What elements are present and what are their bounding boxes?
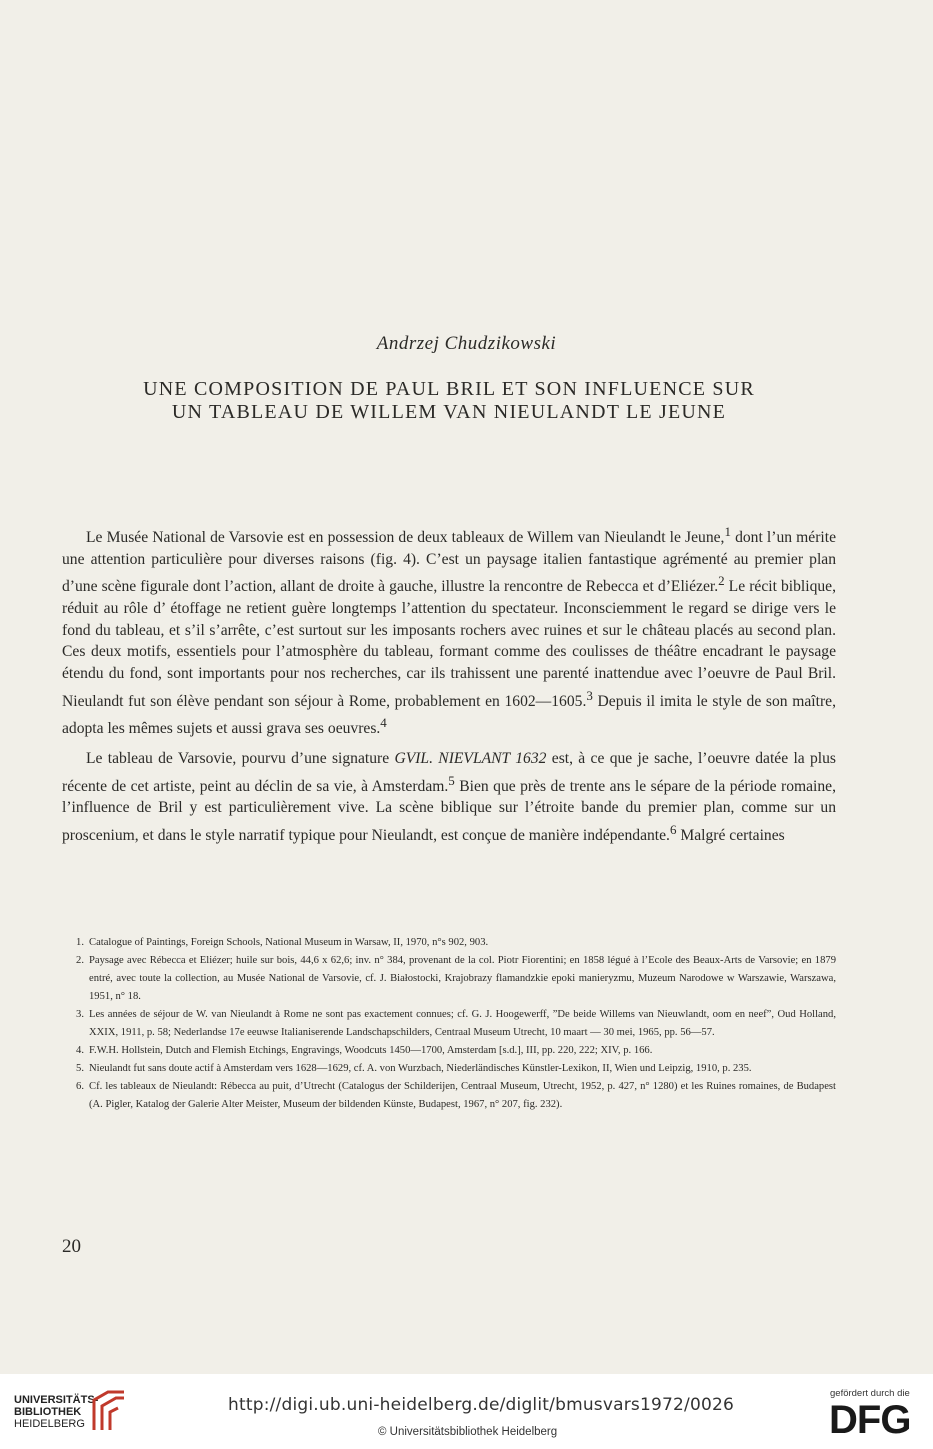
painting-signature: GVIL. NIEVLANT 1632 bbox=[394, 750, 547, 768]
library-name-line-1: UNIVERSITÄTS- bbox=[14, 1394, 99, 1406]
library-name-line-3: HEIDELBERG bbox=[14, 1418, 85, 1430]
footnote-number: 3. bbox=[76, 1009, 84, 1020]
footnote-ref: 3 bbox=[586, 687, 593, 703]
footnote-number: 4. bbox=[76, 1045, 84, 1056]
footnote-ref: 5 bbox=[448, 772, 455, 788]
paragraph-text: Le Musée National de Varsovie est en possession de deux tableaux de Willem van Nieulandt le Jeune, bbox=[86, 529, 725, 547]
page-number: 20 bbox=[62, 1236, 81, 1257]
footnote bbox=[62, 934, 836, 952]
paragraph-text: est, à ce que je sache, l’oeuvre datée la plus récente de cet artiste, peint au déclin de sa vie, à Amsterdam. bbox=[62, 750, 837, 795]
permalink-url[interactable]: http://digi.ub.uni-heidelberg.de/diglit/bmusvars1972/0026 bbox=[228, 1395, 735, 1415]
article-title-line-1: UNE COMPOSITION DE PAUL BRIL ET SON INFLUENCE SUR bbox=[143, 378, 755, 400]
footnote-text: Cf. les tableaux de Nieulandt: Rébecca au puit, d’Utrecht (Catalogus der Schilderijen, Centraal Museum, Utrecht, 1952, p. 427, n° 1280) et les Ruines romaines, de Budapest (A. Pigler, Katalog der Galerie Alter Meister, Museum der bildenden Künste, Budapest, 1967, n° 207, fig. 232). bbox=[89, 1081, 836, 1110]
footnote bbox=[62, 1060, 836, 1078]
footnote-text: Nieulandt fut sans doute actif à Amsterdam vers 1628—1629, cf. A. von Wurzbach, Niederländisches Künstler-Lexikon, II, Wien und Leipzig, 1910, p. 235. bbox=[89, 1063, 752, 1074]
footnote bbox=[62, 1006, 836, 1042]
footnote bbox=[62, 952, 836, 1006]
article-author: Andrzej Chudzikowski bbox=[376, 333, 557, 354]
paragraph-text: Le récit biblique, réduit au rôle d’ étoffage ne retient guère longtemps l’attention du spectateur. Inconsciemment le regard se dirige vers le fond du tableau, et s’il s’arrête, c’est surtout sur les imposants rochers avec ruines et sur le château placés au second plan. Ces deux motifs, essentiels pour l’atmosphère du tableau, formant comme des coulisses de théâtre encadrant le paysage étendu du fond, sont importants pour nos recherches, car ils trahissent une parenté inattendue avec l’oeuvre de Paul Bril. Nieulandt fut son élève pendant son séjour à Rome, probablement en 1602—1605. bbox=[62, 578, 836, 710]
body-paragraph-2 bbox=[62, 748, 836, 847]
footnote-text: Catalogue of Paintings, Foreign Schools, National Museum in Warsaw, II, 1970, n°s 902, 903. bbox=[89, 937, 489, 948]
footnote-ref: 6 bbox=[669, 822, 677, 838]
funding-caption: gefördert durch die bbox=[830, 1388, 910, 1399]
article-body bbox=[62, 521, 836, 847]
body-paragraph-1 bbox=[62, 521, 836, 740]
footnote bbox=[62, 1078, 836, 1114]
article-title-line-2: UN TABLEAU DE WILLEM VAN NIEULANDT LE JEUNE bbox=[171, 401, 727, 423]
viewer-footer bbox=[0, 1374, 933, 1449]
footnote-text: Les années de séjour de W. van Nieulandt à Rome ne sont pas exactement connues; cf. G. J. Hoogewerff, ”De beide Willems van Nieuwlandt, oom en neef”, Oud Holland, XXIX, 1911, p. 58; Nederlandse 17e eeuwse Italianiserende Landschapschilders, Centraal Museum Utrecht, 10 maart — 30 mei, 1965, pp. 56—57. bbox=[89, 1009, 836, 1038]
paragraph-text: Depuis il imita le style de son maître, adopta les mêmes sujets et aussi grava ses oeuvres. bbox=[62, 692, 836, 738]
footnote-number: 1. bbox=[76, 937, 84, 948]
footnote-number: 6. bbox=[76, 1081, 84, 1092]
footnote-text: F.W.H. Hollstein, Dutch and Flemish Etchings, Engravings, Woodcuts 1450—1700, Amsterdam [s.d.], III, pp. 220, 222; XIV, p. 166. bbox=[89, 1045, 653, 1056]
footnote-ref: 1 bbox=[724, 524, 731, 539]
footnote-number: 2. bbox=[76, 955, 84, 966]
footnote bbox=[62, 1042, 836, 1060]
footnote-text: Paysage avec Rébecca et Eliézer; huile sur bois, 44,6 x 62,6; inv. n° 384, provenant de la col. Piotr Fiorentini; en 1858 légué à l’Ecole des Beaux-Arts de Varsovie; en 1879 entré, avec toute la collection, au Musée National de Varsovie, cf. J. Białostocki, Krajobrazy flamandzkie epoki manieryzmu, Muzeum Narodowe w Warszawie, Warszawa, 1951, n° 18. bbox=[89, 955, 836, 1002]
paragraph-text: Le tableau de Varsovie, pourvu d’une signature bbox=[86, 750, 395, 768]
footnote-ref: 4 bbox=[380, 715, 387, 731]
footnotes bbox=[62, 934, 836, 1114]
library-name-line-2: BIBLIOTHEK bbox=[14, 1406, 82, 1418]
copyright-notice: © Universitätsbibliothek Heidelberg bbox=[378, 1426, 558, 1438]
library-name[interactable] bbox=[14, 1394, 98, 1430]
footnote-number: 5. bbox=[76, 1063, 84, 1074]
article-title bbox=[62, 378, 836, 424]
dfg-logo[interactable]: DFG bbox=[829, 1398, 911, 1442]
paragraph-text: Malgré certaines bbox=[676, 827, 785, 845]
footnote-ref: 2 bbox=[718, 573, 725, 589]
paragraph-text: Bien que près de trente ans le sépare de la période romaine, l’influence de Bril y est particulièrement vive. La scène biblique sur l’étroite bande du premier plan, comme sur un proscenium, et dans le style narratif typique pour Nieulandt, est conçue de manière indépendante. bbox=[62, 777, 836, 845]
library-logo-icon[interactable] bbox=[88, 1386, 130, 1434]
paragraph-text: dont l’un mérite une attention particulière pour diverses raisons (fig. 4). C’est un paysage italien fantastique agrémenté au premier plan d’une scène figurale dont l’action, allant de droite à gauche, illustre la rencontre de Rebecca et d’Eliézer. bbox=[62, 529, 836, 596]
